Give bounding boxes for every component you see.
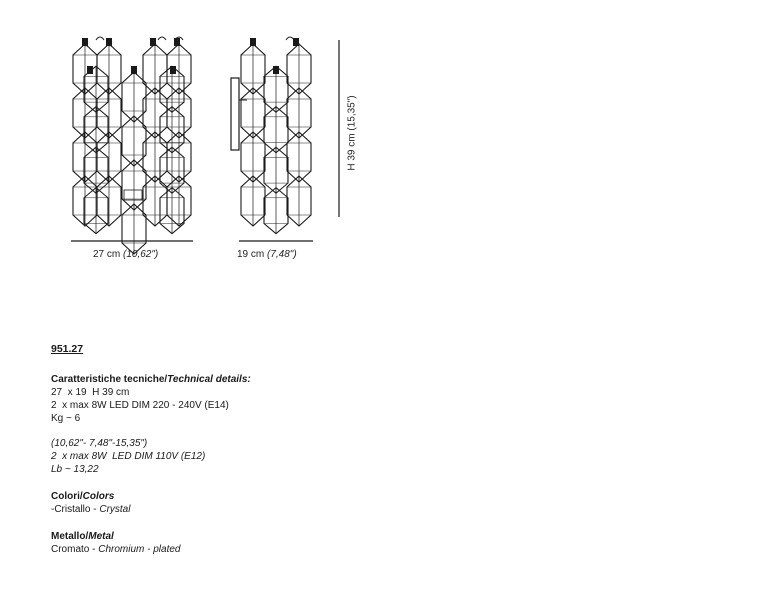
colors-value: -Cristallo - Crystal (51, 504, 131, 515)
us-specifications (51, 437, 205, 476)
us-weight: Lb ~ 13,22 (51, 464, 99, 475)
front-view (73, 37, 191, 254)
product-code: 951.27 (51, 343, 84, 355)
front-width-in: (10,62") (123, 249, 159, 260)
colors-section (51, 490, 130, 516)
front-width-label (93, 249, 158, 260)
front-width-cm: 27 cm (93, 249, 121, 260)
metal-section (51, 530, 181, 556)
us-dimensions: (10,62"- 7,48"-15,35") (51, 438, 148, 449)
technical-dimensions: 27 x 19 H 39 cm (51, 387, 130, 398)
metal-heading: Metallo/Metal (51, 531, 114, 542)
metal-value: Cromato - Chromium - plated (51, 544, 181, 555)
side-width-cm: 19 cm (237, 249, 265, 260)
side-view (231, 37, 311, 234)
side-width-label (237, 249, 297, 260)
technical-lamps: 2 x max 8W LED DIM 220 - 240V (E14) (51, 400, 229, 411)
colors-heading: Colori/Colors (51, 491, 115, 502)
us-lamps: 2 x max 8W LED DIM 110V (E12) (51, 451, 206, 462)
technical-details (51, 373, 251, 425)
height-label: H 39 cm (15,35") (346, 95, 358, 171)
technical-weight: Kg ~ 6 (51, 413, 81, 424)
side-width-in: (7,48") (267, 249, 297, 260)
technical-heading: Caratteristiche tecniche/Technical details: (51, 374, 251, 385)
